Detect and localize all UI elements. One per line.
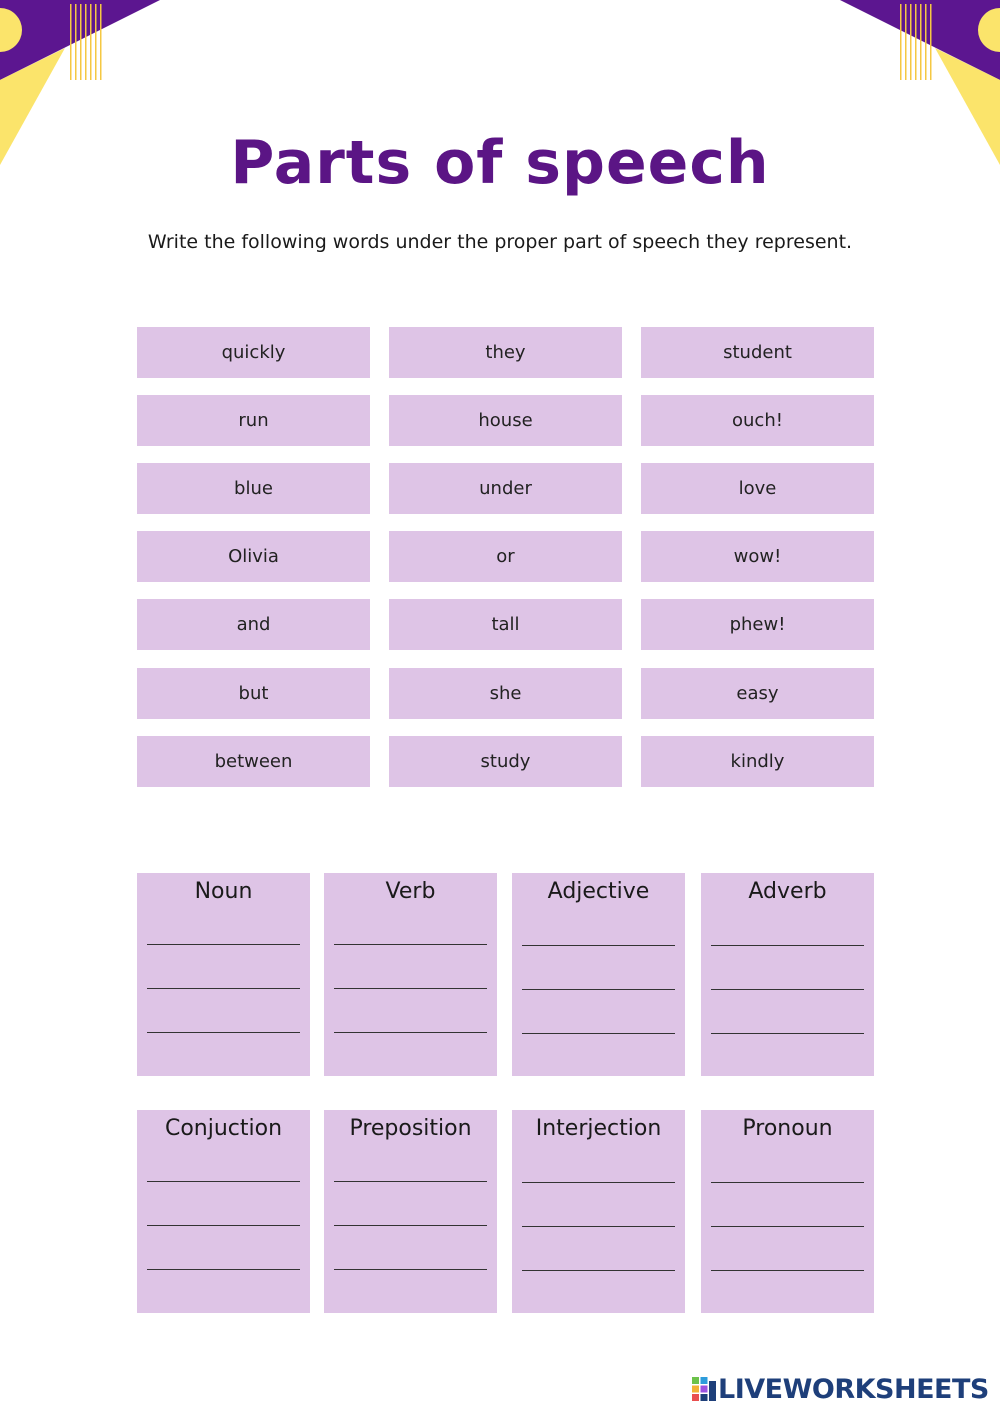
category-heading: Pronoun (742, 1116, 833, 1141)
word-tile[interactable]: quickly (137, 327, 370, 378)
answer-line[interactable] (334, 988, 487, 989)
answer-line[interactable] (522, 1270, 675, 1271)
answer-line[interactable] (147, 1181, 300, 1182)
answer-line[interactable] (147, 1225, 300, 1226)
category-heading: Adverb (748, 879, 827, 904)
word-tile[interactable]: phew! (641, 599, 874, 650)
category-box-preposition (324, 1110, 497, 1313)
instructions-text: Write the following words under the proper part of speech they represent. (147, 231, 853, 253)
category-box-adverb (701, 873, 874, 1076)
word-tile[interactable]: tall (389, 599, 622, 650)
category-heading: Verb (385, 879, 436, 904)
answer-line[interactable] (334, 1225, 487, 1226)
brand-name: LIVEWORKSHEETS (718, 1373, 989, 1405)
word-tile[interactable]: easy (641, 668, 874, 719)
word-tile[interactable]: wow! (641, 531, 874, 582)
answer-line[interactable] (522, 1033, 675, 1034)
answer-line[interactable] (147, 988, 300, 989)
answer-line[interactable] (147, 1032, 300, 1033)
answer-line[interactable] (334, 1181, 487, 1182)
category-box-pronoun (701, 1110, 874, 1313)
word-tile[interactable]: kindly (641, 736, 874, 787)
answer-line[interactable] (711, 945, 864, 946)
word-tile[interactable]: ouch! (641, 395, 874, 446)
category-box-noun (137, 873, 310, 1076)
word-tile[interactable]: love (641, 463, 874, 514)
word-tile[interactable]: Olivia (137, 531, 370, 582)
brand-footer (692, 1373, 989, 1405)
category-heading: Preposition (349, 1116, 472, 1141)
word-tile[interactable]: run (137, 395, 370, 446)
word-tile[interactable]: house (389, 395, 622, 446)
word-tile[interactable]: they (389, 327, 622, 378)
answer-line[interactable] (334, 1269, 487, 1270)
answer-line[interactable] (147, 1269, 300, 1270)
answer-line[interactable] (711, 1182, 864, 1183)
answer-line[interactable] (522, 1182, 675, 1183)
answer-line[interactable] (334, 1032, 487, 1033)
category-box-verb (324, 873, 497, 1076)
answer-line[interactable] (711, 989, 864, 990)
page-title: Parts of speech (230, 128, 770, 198)
word-tile[interactable]: blue (137, 463, 370, 514)
category-heading: Interjection (535, 1116, 662, 1141)
answer-line[interactable] (522, 1226, 675, 1227)
answer-line[interactable] (711, 1226, 864, 1227)
category-heading: Conjuction (164, 1116, 283, 1141)
category-heading: Noun (194, 879, 253, 904)
word-tile[interactable]: or (389, 531, 622, 582)
liveworksheets-logo-icon (692, 1377, 716, 1401)
word-tile[interactable]: study (389, 736, 622, 787)
answer-line[interactable] (711, 1033, 864, 1034)
word-tile[interactable]: between (137, 736, 370, 787)
category-heading: Adjective (547, 879, 650, 904)
word-tile[interactable]: under (389, 463, 622, 514)
word-tile[interactable]: student (641, 327, 874, 378)
answer-line[interactable] (522, 989, 675, 990)
word-tile[interactable]: and (137, 599, 370, 650)
category-box-conjuction (137, 1110, 310, 1313)
word-tile[interactable]: but (137, 668, 370, 719)
word-tile[interactable]: she (389, 668, 622, 719)
answer-line[interactable] (522, 945, 675, 946)
answer-line[interactable] (711, 1270, 864, 1271)
category-box-adjective (512, 873, 685, 1076)
category-box-interjection (512, 1110, 685, 1313)
answer-line[interactable] (147, 944, 300, 945)
answer-line[interactable] (334, 944, 487, 945)
